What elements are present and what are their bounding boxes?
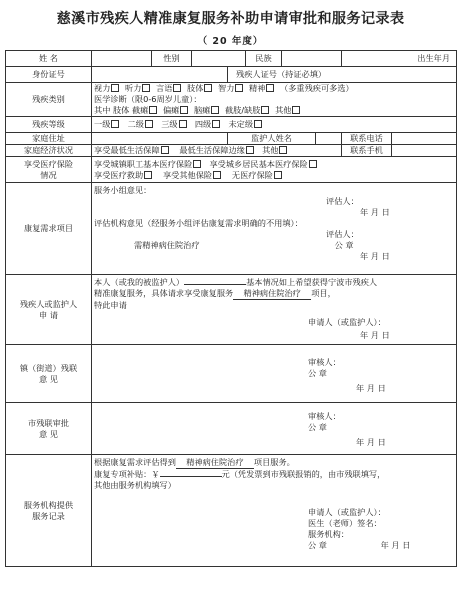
birth-label: 出生年月 — [342, 51, 457, 67]
guardian-label: 监护人姓名 — [228, 133, 316, 145]
row-level — [6, 117, 457, 133]
year-line: （ 20 年度） — [197, 36, 264, 47]
checkbox[interactable] — [145, 120, 153, 128]
checkbox[interactable] — [111, 120, 119, 128]
row-city-approval — [6, 403, 457, 455]
record-sign: 申请人（或监护人）： — [308, 507, 386, 517]
row-basic-info — [6, 51, 457, 67]
town-content — [92, 345, 457, 403]
row-category — [6, 83, 457, 117]
address-label: 家庭住址 — [6, 133, 92, 145]
level-options: 一级 二级 三级 四级 未定级 — [92, 117, 457, 133]
checkbox[interactable] — [309, 160, 317, 168]
town-date: 年 月 日 — [356, 383, 386, 393]
checkbox[interactable] — [246, 146, 254, 154]
ethnicity-value[interactable] — [282, 51, 342, 67]
applicant-label: 残疾人或监护人 申 请 — [6, 275, 92, 345]
row-address — [6, 133, 457, 145]
name-label: 姓 名 — [6, 51, 92, 67]
checkbox[interactable] — [149, 106, 157, 114]
checkbox[interactable] — [142, 84, 150, 92]
row-service-record — [6, 455, 457, 567]
applicant-sign: 申请人（或监护人）： — [308, 317, 386, 327]
row-town-opinion — [6, 345, 457, 403]
city-label: 市残联审批 意 见 — [6, 403, 92, 455]
mobile-label: 联系手机 — [342, 145, 392, 157]
name-value[interactable] — [92, 51, 152, 67]
level-label: 残疾等级 — [6, 117, 92, 133]
ethnicity-label: 民族 — [246, 51, 282, 67]
category-options — [92, 83, 457, 117]
application-table — [5, 50, 457, 567]
checkbox[interactable] — [161, 146, 169, 154]
service-agency: 服务机构： — [308, 529, 349, 539]
checkbox[interactable] — [261, 106, 269, 114]
city-date: 年 月 日 — [356, 437, 386, 447]
record-content: 根据康复需求评估得到 精神病住院治疗 项目服务。 康复专项补贴：￥ 元（凭发票到市残联报销的，由市残联填写， 其他由服务机构填写） 申请人（或监护人）： 医生（老师）签名： 服务机构： 公 章 年 月 日 — [92, 455, 457, 567]
phone-value[interactable] — [392, 133, 457, 145]
record-label: 服务机构提供 服务记录 — [6, 455, 92, 567]
city-reviewer: 审核人： — [308, 411, 341, 421]
checkbox[interactable] — [266, 84, 274, 92]
record-seal: 公 章 — [308, 540, 327, 550]
needs-content — [92, 183, 457, 275]
economy-options: 享受最低生活保障 最低生活保障边缘 其他 — [92, 145, 342, 157]
checkbox[interactable] — [204, 84, 212, 92]
gender-value[interactable] — [192, 51, 246, 67]
checkbox[interactable] — [274, 171, 282, 179]
checkbox[interactable] — [111, 84, 119, 92]
assessor-1: 评估人： — [326, 196, 359, 206]
date-2: 年 月 日 — [360, 251, 390, 261]
checkbox[interactable] — [212, 120, 220, 128]
service-item[interactable]: 精神病住院治疗 — [233, 288, 311, 300]
form-title: 慈溪市残疾人精准康复服务补助申请审批和服务记录表 — [56, 11, 405, 27]
town-reviewer: 审核人： — [308, 357, 341, 367]
insurance-label: 享受医疗保险 情况 — [6, 157, 92, 183]
checkbox[interactable] — [144, 171, 152, 179]
category-line-2: 医学诊断（限0-6周岁儿童）： — [94, 94, 202, 104]
applicant-date: 年 月 日 — [360, 330, 390, 340]
date-1: 年 月 日 — [360, 207, 390, 217]
subsidy-amount[interactable] — [160, 476, 222, 477]
record-date: 年 月 日 — [380, 540, 411, 550]
insurance-options: 享受城镇职工基本医疗保险 享受城乡居民基本医疗保险 享受医疗救助 享受其他保险 无医疗保险 — [92, 157, 457, 183]
checkbox[interactable] — [235, 84, 243, 92]
disability-cert-label: 残疾人证号（持证必填） — [228, 67, 457, 83]
category-line-1: 视力 听力 言语 肢体 智力 精神 （多重残疾可多选） — [94, 83, 354, 93]
agency-opinion: 评估机构意见（经服务小组评估康复需求明确的不用填）： — [94, 218, 303, 228]
phone-label: 联系电话 — [342, 133, 392, 145]
city-seal: 公 章 — [308, 422, 327, 432]
group-opinion: 服务小组意见： — [94, 185, 152, 195]
id-value[interactable] — [92, 67, 228, 83]
checkbox[interactable] — [211, 106, 219, 114]
row-insurance — [6, 157, 457, 183]
checkbox[interactable] — [213, 171, 221, 179]
address-value[interactable] — [92, 133, 228, 145]
checkbox[interactable] — [179, 120, 187, 128]
checkbox[interactable] — [180, 106, 188, 114]
economy-label: 家庭经济状况 — [6, 145, 92, 157]
seal-1: 公 章 — [334, 240, 354, 250]
record-service-item[interactable]: 精神病住院治疗 — [176, 457, 254, 469]
id-label: 身份证号 — [6, 67, 92, 83]
applicant-content: 本人（或我的被监护人） 基本情况如上希望获得宁波市残疾人 精准康复服务，具体请求享受康复服务 精神病住院治疗 项目， 特此申请 申请人（或监护人）： 年 月 日 — [92, 275, 457, 345]
checkbox[interactable] — [292, 106, 300, 114]
doctor-sign: 医生（老师）签名： — [308, 518, 382, 528]
assessor-2: 评估人： — [326, 229, 359, 239]
checkbox[interactable] — [279, 146, 287, 154]
needs-label: 康复需求项目 — [6, 183, 92, 275]
checkbox[interactable] — [254, 120, 262, 128]
need-text: 需精神病住院治疗 — [134, 240, 200, 250]
category-label: 残疾类别 — [6, 83, 92, 117]
name-blank[interactable] — [184, 284, 246, 285]
row-id — [6, 67, 457, 83]
mobile-value[interactable] — [392, 145, 457, 157]
gender-label: 性别 — [152, 51, 192, 67]
category-line-3: 其中 肢体 截瘫 偏瘫 脑瘫 截肢/缺肢 其他 — [94, 105, 454, 116]
row-economy — [6, 145, 457, 157]
row-applicant — [6, 275, 457, 345]
row-rehab-needs — [6, 183, 457, 275]
guardian-value[interactable] — [316, 133, 342, 145]
town-label: 镇（街道）残联 意 见 — [6, 345, 92, 403]
city-content — [92, 403, 457, 455]
checkbox[interactable] — [173, 84, 181, 92]
checkbox[interactable] — [193, 160, 201, 168]
town-seal: 公 章 — [308, 368, 327, 378]
